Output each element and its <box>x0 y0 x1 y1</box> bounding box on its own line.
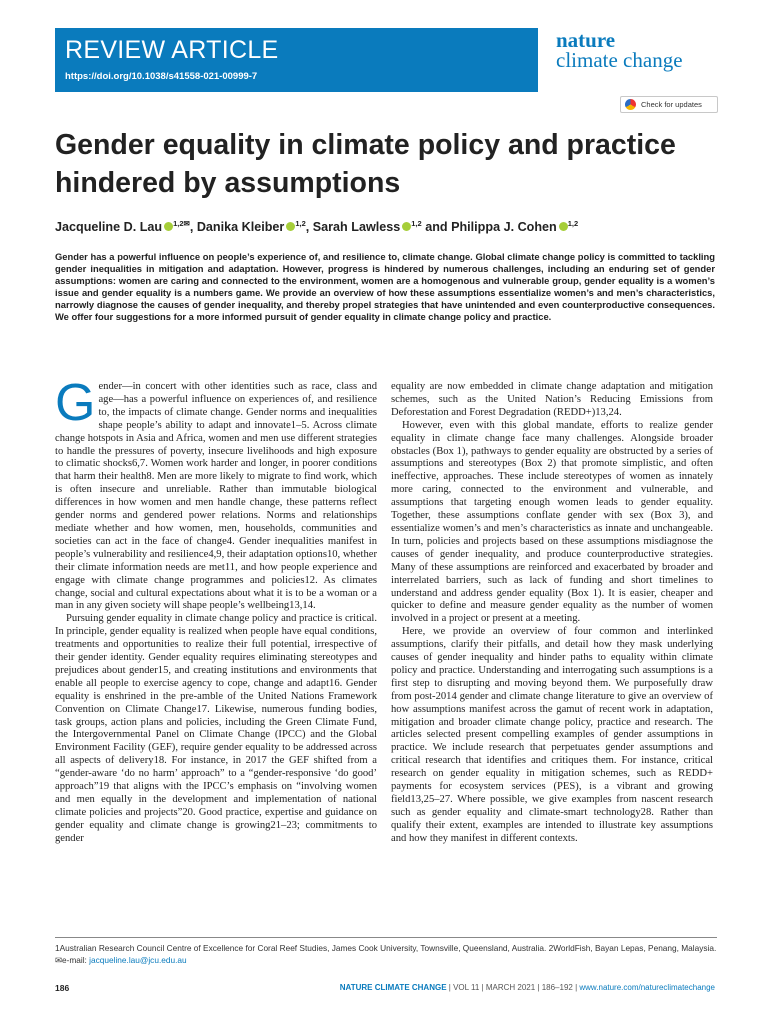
author-affiliation: 1,2 <box>295 219 306 228</box>
check-for-updates-button[interactable] <box>620 96 718 113</box>
footer-journal: NATURE CLIMATE CHANGE <box>339 983 447 992</box>
author-name[interactable]: Danika Kleiber <box>196 220 285 235</box>
check-updates-label: Check for updates <box>641 100 702 109</box>
orcid-icon[interactable] <box>164 222 173 231</box>
article-type: REVIEW ARTICLE <box>65 36 279 64</box>
affiliations-text: 1Australian Research Council Centre of Excellence for Coral Reef Studies, James Cook University, Townsville, Queensland, Australia. 2WorldFish, Bayan Lepas, Penang, Malaysia. <box>55 943 717 953</box>
footer-issue-info: | VOL 11 | MARCH 2021 | 186–192 | <box>446 983 580 992</box>
journal-logo-line1: nature <box>556 28 616 52</box>
abstract: Gender has a powerful influence on people’s experience of, and resilience to, climate change. Global climate change policy is committed to tackling gender inequalities in mitigation and adaptation. However, progress is hindered by numerous challenges, including an enduring set of gender assumptions: women are caring and connected to the environment, women are a homogenous and vulnerable group, gender equality is a women’s issue and gender equality is a numbers game. We provide an overview of how these assumptions essentialize women’s and men’s characteristics, narrowly diagnose the causes of gender inequality, and thereby propel strategies that have unintended and even counterproductive consequences. We offer four suggestions for a more informed pursuit of gender equality in climate change policy and practice. <box>55 251 715 323</box>
drop-cap: G <box>55 374 96 432</box>
author-name[interactable]: Philippa J. Cohen <box>451 220 557 235</box>
journal-logo-line2: climate change <box>556 48 683 72</box>
author-affiliation: 1,2 <box>173 219 184 228</box>
email-icon[interactable]: ✉ <box>183 219 190 228</box>
body-paragraph: However, even with this global mandate, efforts to realize gender equality in climate change face many challenges. Alongside broader obstacles (Box 1), pathways to gender equality are obstructed by a series of assumptions and stereotypes (Box 2) that promote simplistic, and often ineffective, approaches. These include stereotypes of women as innately more caring, connected to the environment and vulnerable, and assumptions that targeting enough women leads to gender equality. Together, these assumptions conflate gender with sex (Box 3), and essentialize women’s and men’s characteristics as innate and unchangeable. In turn, policies and projects based on these assumptions misdiagnose the causes of gender inequality, and produce counterproductive strategies. Many of these assumptions are reinforced and exacerbated by broader and interrelated barriers, such as lack of funding and short timelines to understand and address gender equality (Box 1). It is easier, cheaper and quicker to define and measure gender equality as the number of women involved in a project or present at a meeting. <box>391 419 713 625</box>
body-text: ender—in concert with other identities such as race, class and age—has a powerful influence on experiences of, and resilience to, the impacts of climate change. Gender norms and inequalities shape people’s ability to adapt and innovate1–5. Across climate change hotspots in Asia and Africa, women and men use different strategies to handle the pressures of poverty, insecure livelihoods and high exposure to climatic shocks6,7. Women work harder and longer, in poorer conditions that harm their health8. Men are more likely to migrate to find work, which is often insecure and unreliable. Rather than immutable biological differences in how women and men handle change, these patterns reflect gender norms and gendered power relations. Norms and relationships mediate whether and how women, men, households, communities and societies can act in the face of change4. Gender inequalities manifest in people’s vulnerability and resilience4,9, their adaptation options10, whether their climate information needs are met11, and how people experience and engage with climate change programmes and policies12. As climates change, social and cultural expectations about what it is to be a woman or a man in any given society will shape people’s wellbeing13,14. <box>55 381 377 612</box>
author-affiliation: 1,2 <box>411 219 422 228</box>
email-label: ✉e-mail: <box>55 955 87 965</box>
article-title: Gender equality in climate policy and practice hindered by assumptions <box>55 129 676 199</box>
author-list: Jacqueline D. Lau $^{1,2✉}$, Danika Kleiber $^{1,2}$, Sarah Lawless $^{1,2}$ and Philippa J. Cohen $^{1,2}$ <box>55 219 579 235</box>
affiliations-footnote <box>55 937 717 966</box>
orcid-icon[interactable] <box>559 222 568 231</box>
page-number: 186 <box>55 983 70 993</box>
body-paragraph: equality are now embedded in climate change adaptation and mitigation schemes, such as the United Nation’s Reducing Emissions from Deforestation and Forest Degradation (REDD+)13,24. <box>391 381 713 418</box>
article-type-banner <box>55 28 538 92</box>
body-paragraph <box>55 374 377 613</box>
author-name[interactable]: Jacqueline D. Lau <box>55 220 163 235</box>
author-name[interactable]: Sarah Lawless <box>312 220 401 235</box>
footer-url-link[interactable]: www.nature.com/natureclimatechange <box>579 983 715 992</box>
journal-logo[interactable] <box>556 30 683 70</box>
check-updates-icon <box>625 99 636 110</box>
body-paragraph: Here, we provide an overview of four common and interlinked assumptions, clarify their pitfalls, and detail how they mask underlying causes of gender inequality and hinder paths to equality within climate policy and practice. Understanding and interrogating such assumptions is a first step to disrupting and moving beyond them. We purposefully draw from post-2014 gender and climate change literature to give an overview of how assumptions manifest across the gamut of recent work in adaptation, mitigation and broader climate change policy, practice and research. The articles selected present compelling examples of gender assumptions in practice. We include research that perpetuates gender assumptions and critical research that identifies and critiques them. For instance, critical research on gender equality in mitigation schemes, such as REDD+ payments for ecosystem services (PES), is a vibrant and growing field13,25–27. Where possible, we give examples from nascent research such as gender equality and climate-smart technology28. Rather than qualify their extent, examples are intended to illustrate key assumptions and how they manifest in different contexts. <box>391 626 713 844</box>
body-column-right <box>391 381 713 846</box>
body-paragraph: Pursuing gender equality in climate change policy and practice is critical. In principle, gender equality is realized when people have equal conditions, treatments and opportunities to realize their full potential, irrespective of their gender identity. Gender equality requires eliminating stereotypes and prejudices about gender15, and creating institutions and environments that enable all people to exercise agency to cope, change and adapt16. Gender equality is enshrined in the pre-amble of the United Nations Framework Convention on Climate Change17. Likewise, numerous funding bodies, task groups, action plans and policies, including the Green Climate Fund, the Intergovernmental Panel on Climate Change (IPCC) and the Global Environment Facility (GEF), require gender equality to be addressed across all aspects of delivery18. For instance, in 2017 the GEF shifted from a “gender-aware ‘do no harm’ approach” to a “gender-responsive ‘do good’ approach”19 that aligns with the IPCC’s emphasis on “involving women and men equally in the development and implementation of national climate policies and projects”20. Good practice, expertise and guidance on gender equality and climate change is growing21–23; commitments to gender <box>55 613 377 844</box>
running-footer <box>340 983 715 992</box>
email-link[interactable]: jacqueline.lau@jcu.edu.au <box>89 955 187 965</box>
body-column-left <box>55 374 377 846</box>
orcid-icon[interactable] <box>402 222 411 231</box>
author-affiliation: 1,2 <box>567 219 579 228</box>
orcid-icon[interactable] <box>286 222 295 231</box>
doi-link[interactable]: https://doi.org/10.1038/s41558-021-00999-7 <box>65 71 258 82</box>
